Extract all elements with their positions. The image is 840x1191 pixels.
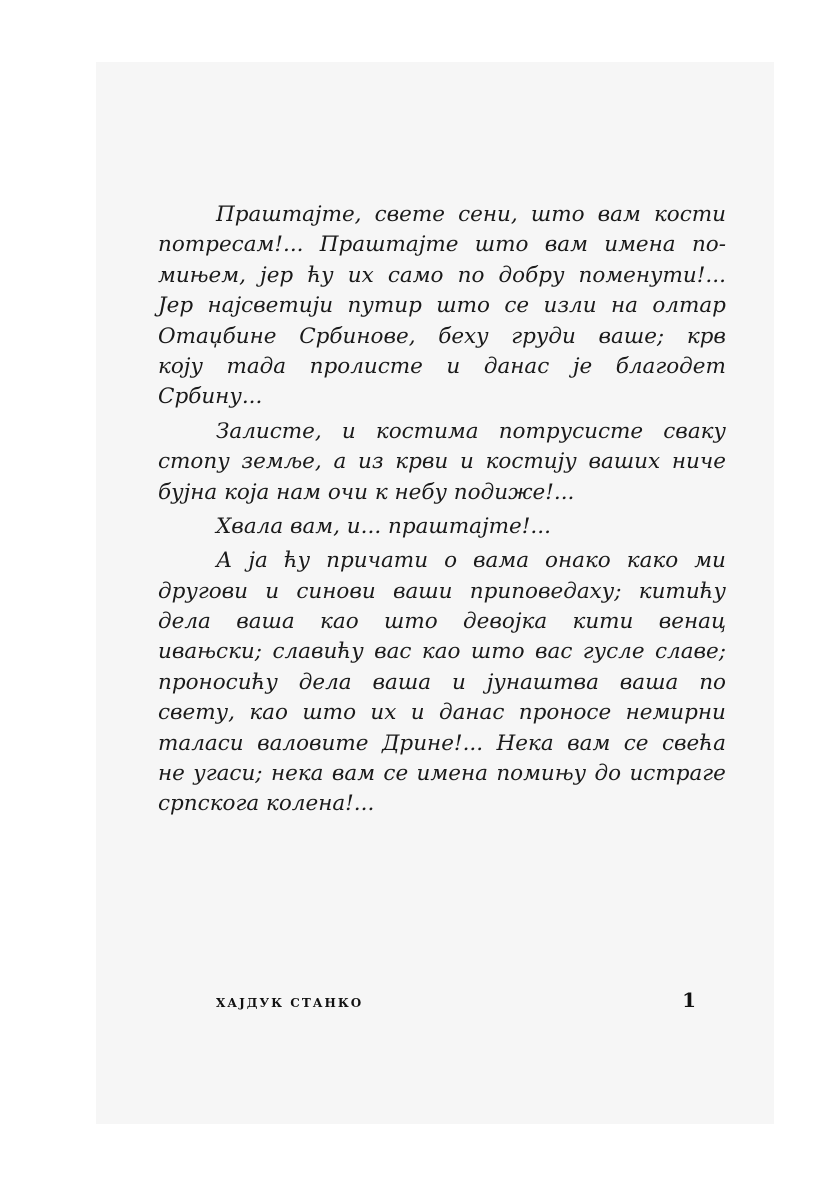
text-line: Јер најсветији путир што се изли на олтар — [158, 293, 726, 319]
text-line: стопу земље, а из крви и костију ваших ниче — [158, 449, 726, 475]
paragraph — [158, 417, 726, 508]
text-line: ивањски; славићу вас као што вас гусле славе; — [158, 639, 726, 665]
text-line: А ја ћу причати о вама онако како ми — [216, 548, 726, 574]
text-line: проносићу дела ваша и јунаштва ваша по — [158, 669, 726, 695]
running-title: ХАЈДУК СТАНКО — [216, 996, 364, 1010]
text-line: не угаси; нека вам се имена помињу до истраге — [158, 761, 726, 787]
page-number: 1 — [682, 988, 696, 1012]
text-line: Залисте, и костима потрусисте сваку — [216, 418, 726, 444]
paragraph — [158, 200, 726, 413]
text-line: таласи валовите Дрине!... Нека вам се свећа — [158, 730, 726, 756]
text-line: коју тада пролисте и данас је благодет — [158, 353, 726, 379]
paragraph — [158, 546, 726, 820]
paragraph — [158, 512, 726, 542]
text-line: српскога колена!... — [158, 791, 375, 817]
text-line: Праштајте, свете сени, што вам кости — [216, 202, 726, 227]
text-line: Хвала вам, и... праштајте!... — [216, 513, 551, 539]
text-line: Отаџбине Србинове, беху груди ваше; крв — [158, 323, 726, 349]
text-line: бујна која нам очи к небу подиже!... — [158, 479, 575, 505]
page-text — [158, 200, 726, 820]
text-line: мињем, јер ћу их само по добру поменути!... — [158, 262, 726, 288]
text-line: Србину... — [158, 384, 263, 410]
text-line: другови и синови ваши приповедаху; китићу — [158, 578, 726, 604]
text-line: дела ваша као што девојка кити венац — [158, 609, 726, 635]
text-line: потресам!... Праштајте што вам имена по- — [158, 232, 726, 258]
page-footer — [216, 988, 696, 1012]
text-line: свету, као што их и данас проносе немирни — [158, 700, 726, 726]
